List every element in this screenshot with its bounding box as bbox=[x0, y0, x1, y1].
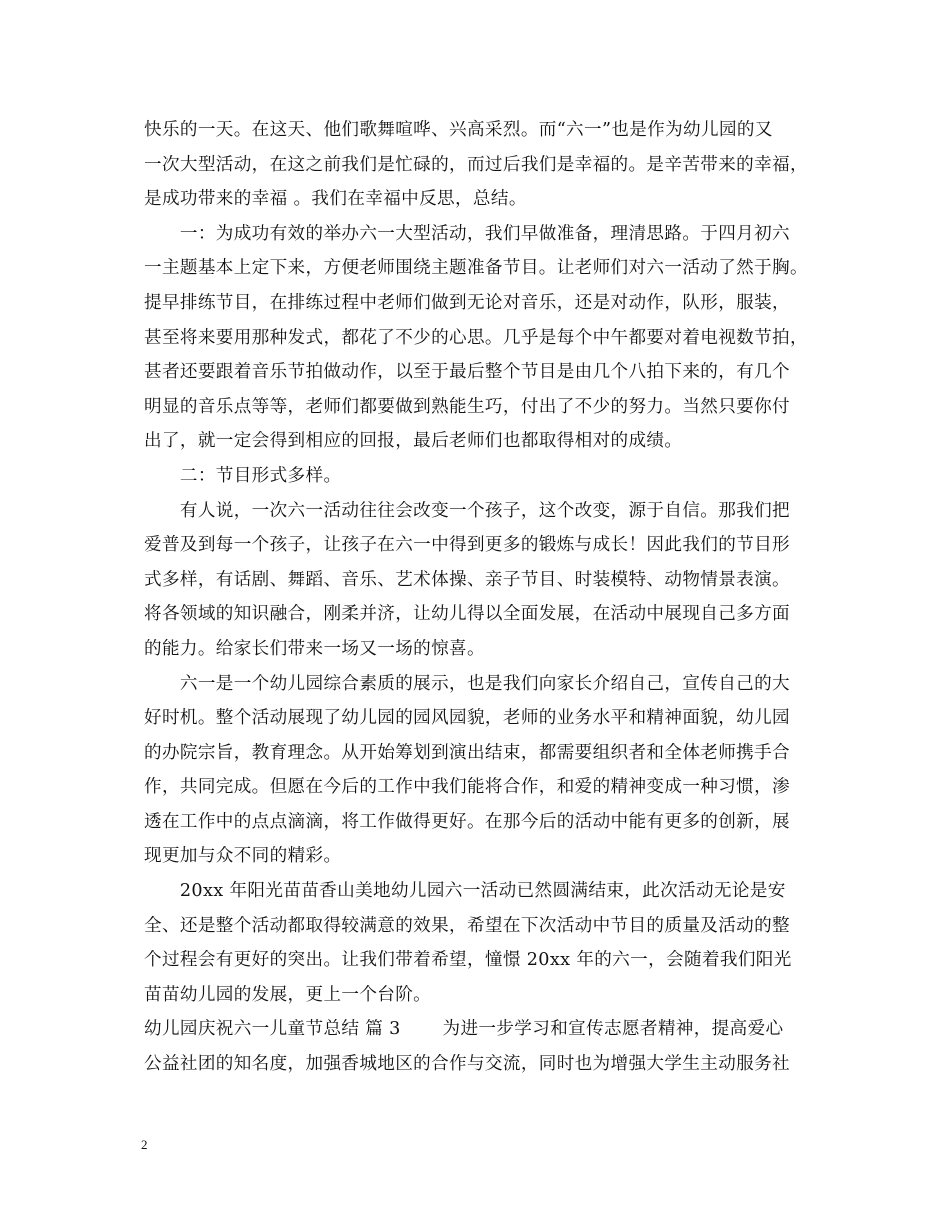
text-line: 二：节目形式多样。 bbox=[144, 465, 342, 486]
text-line: 作，共同完成。但愿在今后的工作中我们能将合作，和爱的精神变成一种习惯，渗 bbox=[144, 777, 790, 798]
text-line: 好时机。整个活动展现了幼儿园的园风园貌，老师的业务水平和精神面貌，幼儿园 bbox=[144, 708, 790, 729]
text-line: 公益社团的知名度，加强香城地区的合作与交流，同时也为增强大学生主动服务社 bbox=[144, 1054, 790, 1075]
text-line: 式多样，有话剧、舞蹈、音乐、艺术体操、亲子节目、时装模特、动物情景表演。 bbox=[144, 569, 790, 590]
text-line: 明显的音乐点等等，老师们都要做到熟能生巧，付出了不少的努力。当然只要你付 bbox=[144, 396, 790, 417]
text-line: 幼儿园庆祝六一儿童节总结 篇 3 为进一步学习和宣传志愿者精神，提高爱心 bbox=[144, 1019, 784, 1040]
text-line: 的能力。给家长们带来一场又一场的惊喜。 bbox=[144, 638, 485, 659]
text-line: 六一是一个幼儿园综合素质的展示，也是我们向家长介绍自己，宣传自己的大 bbox=[144, 673, 790, 694]
text-line: 爱普及到每一个孩子，让孩子在六一中得到更多的锻炼与成长！因此我们的节目形 bbox=[144, 535, 790, 556]
text-line: 个过程会有更好的突出。让我们带着希望，憧憬 20xx 年的六一，会随着我们阳光 bbox=[144, 950, 792, 971]
text-line: 透在工作中的点点滴滴，将工作做得更好。在那今后的活动中能有更多的创新，展 bbox=[144, 811, 790, 832]
text-line: 是成功带来的幸福 。我们在幸福中反思，总结。 bbox=[144, 189, 527, 210]
text-line: 一：为成功有效的举办六一大型活动，我们早做准备，理清思路。于四月初六 bbox=[144, 223, 790, 244]
text-line: 快乐的一天。在这天、他们歌舞喧哗、兴高采烈。而“六一”也是作为幼儿园的又 bbox=[144, 120, 773, 140]
text-line: 将各领域的知识融合，刚柔并济，让幼儿得以全面发展，在活动中展现自己多方面 bbox=[144, 604, 790, 625]
page-number: 2 bbox=[141, 1137, 148, 1152]
text-line: 甚者还要跟着音乐节拍做动作，以至于最后整个节目是由几个八拍下来的，有几个 bbox=[144, 362, 790, 383]
text-line: 一次大型活动，在这之前我们是忙碌的，而过后我们是幸福的。是辛苦带来的幸福， bbox=[144, 154, 808, 175]
text-line: 有人说，一次六一活动往往会改变一个孩子，这个改变，源于自信。那我们把 bbox=[144, 500, 790, 521]
document-body bbox=[144, 113, 808, 1082]
text-line: 20xx 年阳光苗苗香山美地幼儿园六一活动已然圆满结束，此次活动无论是安 bbox=[144, 881, 786, 902]
text-line: 苗苗幼儿园的发展，更上一个台阶。 bbox=[144, 984, 432, 1005]
text-line: 提早排练节目，在排练过程中老师们做到无论对音乐，还是对动作，队形，服装， bbox=[144, 292, 790, 313]
text-line: 一主题基本上定下来，方便老师围绕主题准备节目。让老师们对六一活动了然于胸。 bbox=[144, 258, 808, 279]
text-line: 现更加与众不同的精彩。 bbox=[144, 846, 342, 867]
text-line: 甚至将来要用那种发式，都花了不少的心思。几乎是每个中午都要对着电视数节拍， bbox=[144, 327, 808, 348]
text-line: 出了，就一定会得到相应的回报，最后老师们也都取得相对的成绩。 bbox=[144, 431, 683, 452]
text-line: 全、还是整个活动都取得较满意的效果，希望在下次活动中节目的质量及活动的整 bbox=[144, 915, 790, 936]
text-line: 的办院宗旨，教育理念。从开始筹划到演出结束，都需要组织者和全体老师携手合 bbox=[144, 742, 790, 763]
